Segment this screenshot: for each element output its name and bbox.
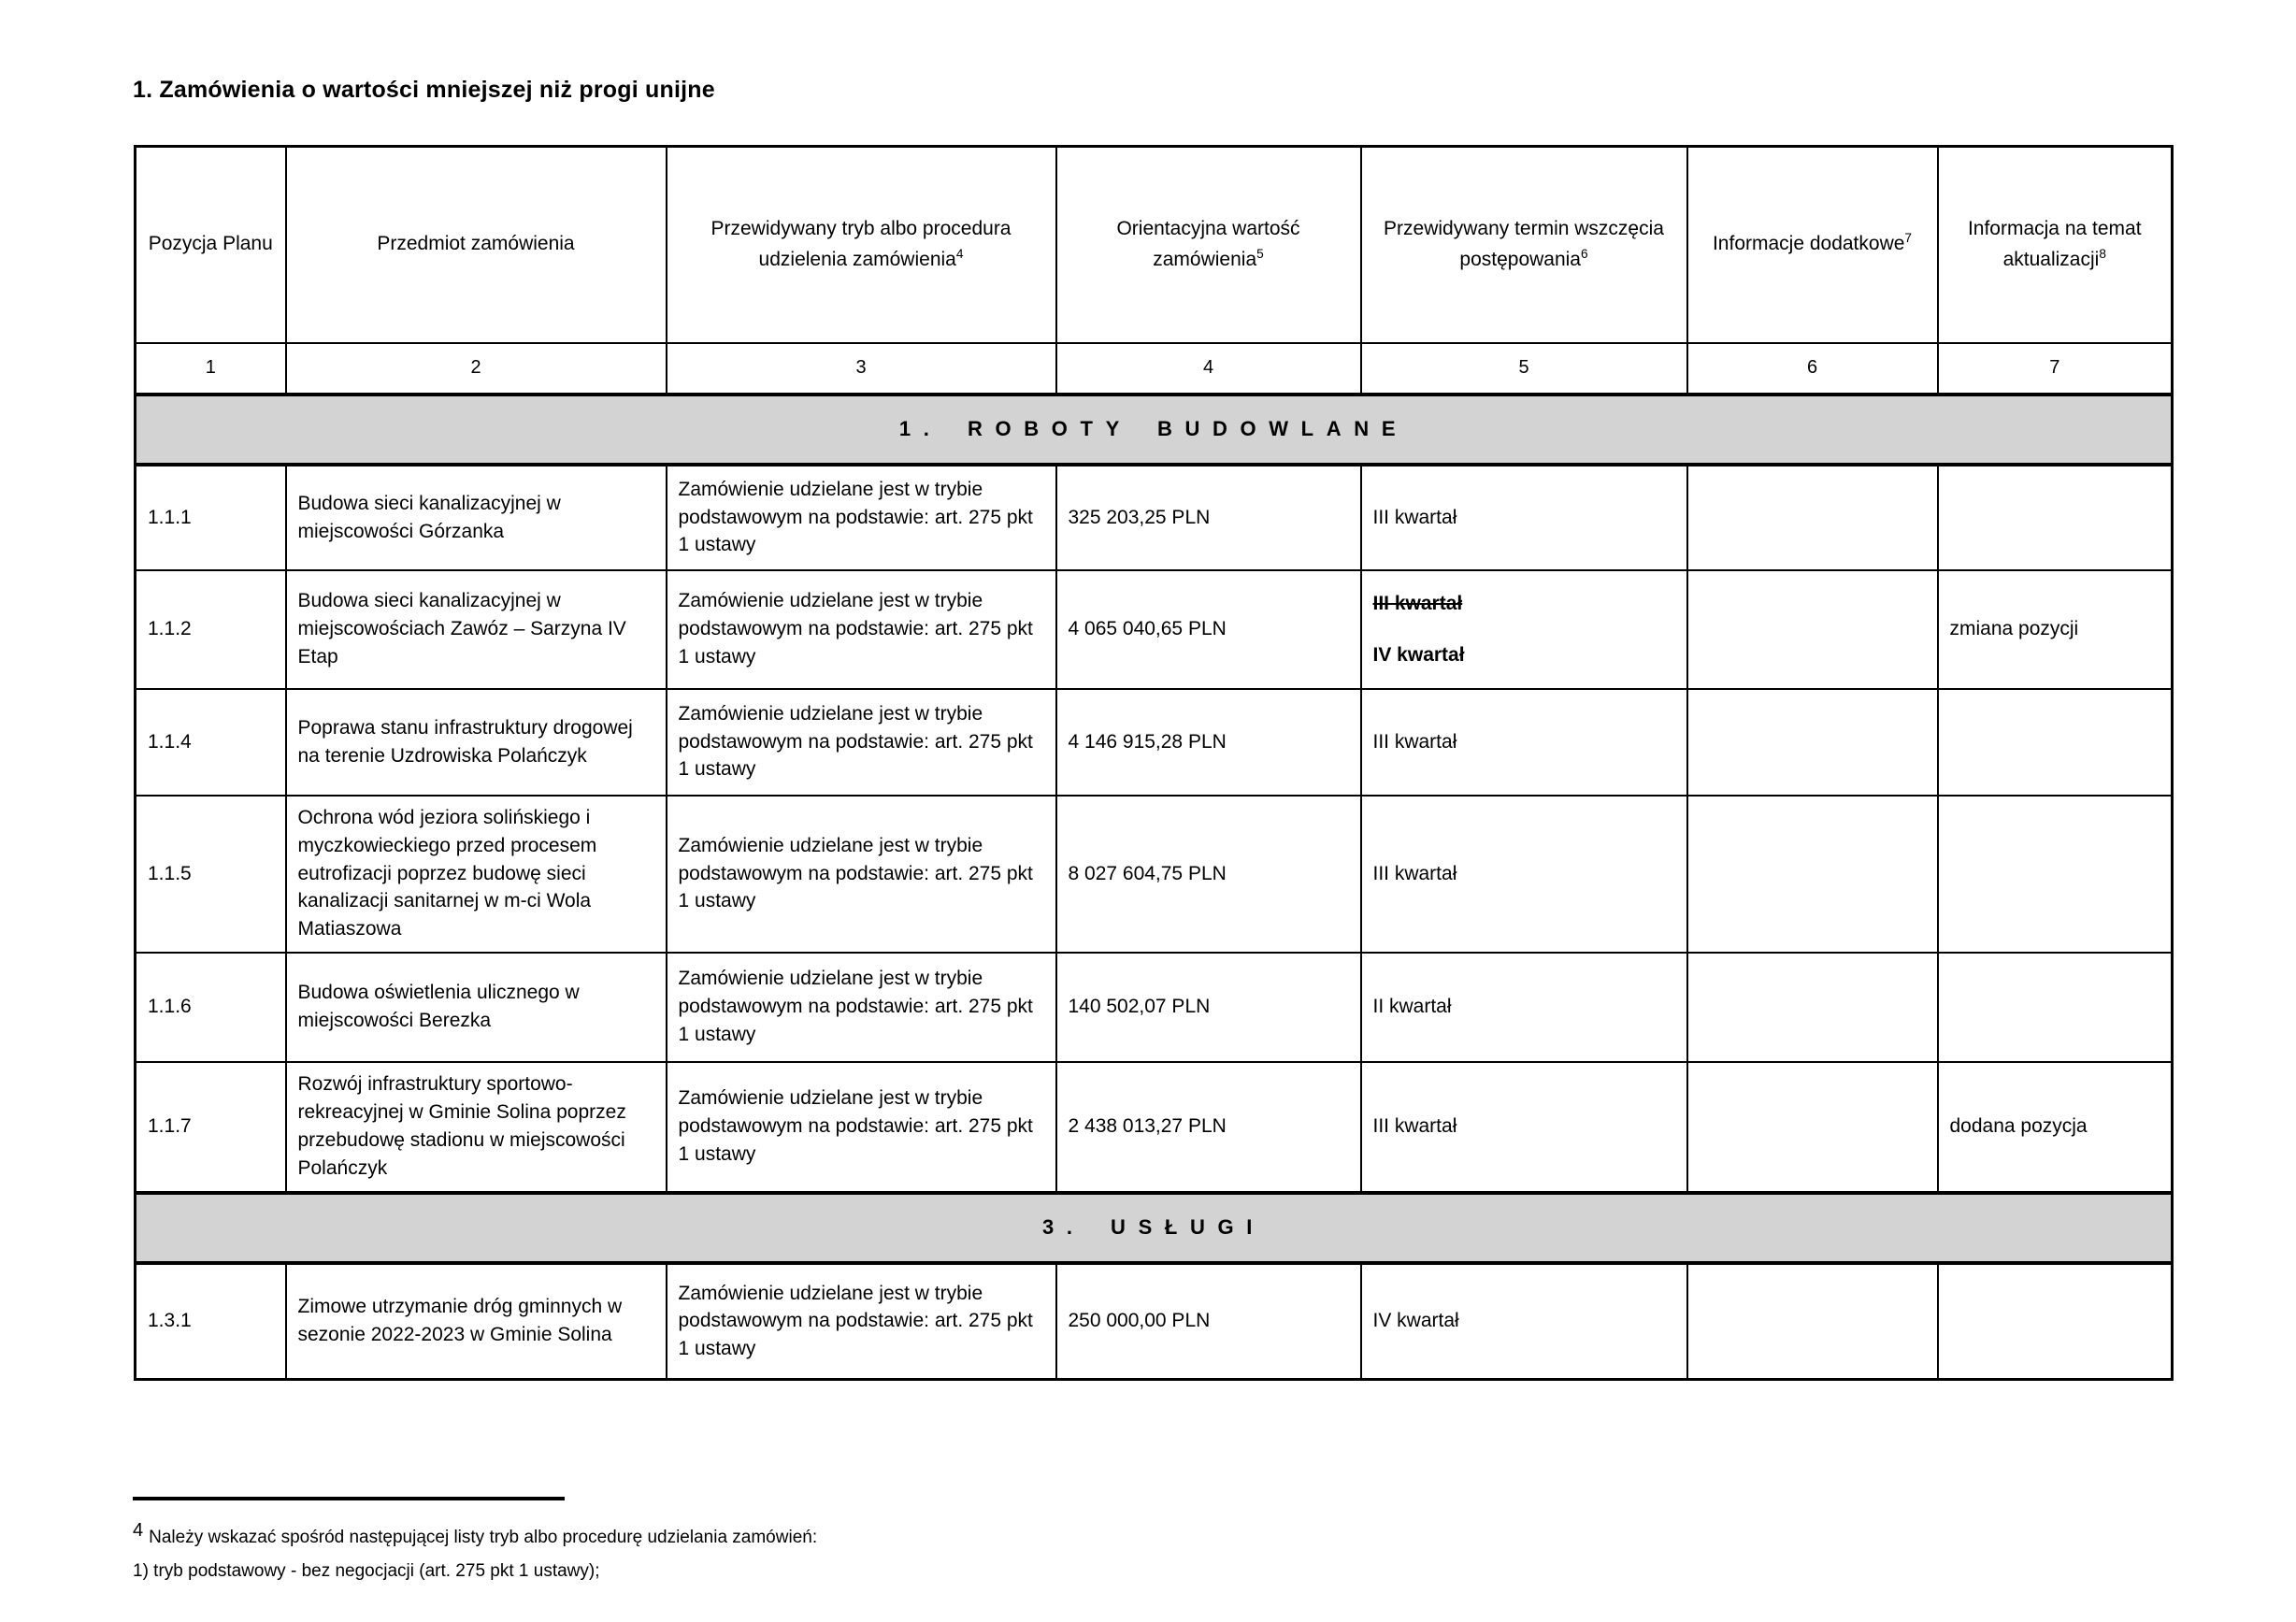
term-old-strikethrough: III kwartał — [1372, 592, 1463, 614]
table-row — [136, 570, 2173, 689]
cell-position: 1.1.1 — [136, 465, 286, 570]
cell-position: 1.1.4 — [136, 689, 286, 796]
column-number: 3 — [667, 343, 1056, 395]
cell-update-info — [1938, 796, 2173, 953]
column-number: 1 — [136, 343, 286, 395]
column-header-pozycja-planu: Pozycja Planu — [136, 147, 286, 343]
cell-additional-info — [1687, 570, 1938, 689]
section-header-uslugi — [136, 1193, 2173, 1263]
section-header-label: 1. ROBOTY BUDOWLANE — [136, 395, 2173, 465]
cell-update-info — [1938, 465, 2173, 570]
column-header-wartosc: Orientacyjna wartość zamówienia$^5$ — [1056, 147, 1361, 343]
column-header-informacje-dodatkowe: Informacje dodatkowe$^7$ — [1687, 147, 1938, 343]
cell-value: 2 438 013,27 PLN — [1056, 1062, 1361, 1193]
cell-subject: Budowa sieci kanalizacyjnej w miejscowościach Zawóz – Sarzyna IV Etap — [286, 570, 667, 689]
cell-additional-info — [1687, 1062, 1938, 1193]
cell-subject: Budowa sieci kanalizacyjnej w miejscowości Górzanka — [286, 465, 667, 570]
cell-value: 4 065 040,65 PLN — [1056, 570, 1361, 689]
footnote-ref-5: 5 — [1256, 246, 1264, 261]
cell-term: II kwartał — [1361, 953, 1687, 1062]
cell-term: IV kwartał — [1361, 1263, 1687, 1380]
column-number: 2 — [286, 343, 667, 395]
table-row — [136, 1263, 2173, 1380]
column-header-tryb: Przewidywany tryb albo procedura udzielenia zamówienia$^4$ — [667, 147, 1056, 343]
cell-term: III kwartał — [1361, 796, 1687, 953]
cell-subject: Rozwój infrastruktury sportowo-rekreacyjnej w Gminie Solina poprzez przebudowę stadionu w miejscowości Polańczyk — [286, 1062, 667, 1193]
cell-procedure: Zamówienie udzielane jest w trybie podstawowym na podstawie: art. 275 pkt 1 ustawy — [667, 796, 1056, 953]
cell-procedure: Zamówienie udzielane jest w trybie podstawowym na podstawie: art. 275 pkt 1 ustawy — [667, 1062, 1056, 1193]
footnote-ref-6: 6 — [1581, 246, 1588, 261]
cell-value: 140 502,07 PLN — [1056, 953, 1361, 1062]
table-row — [136, 465, 2173, 570]
section-header-label: 3. USŁUGI — [136, 1193, 2173, 1263]
cell-subject: Poprawa stanu infrastruktury drogowej na terenie Uzdrowiska Polańczyk — [286, 689, 667, 796]
cell-position: 1.1.6 — [136, 953, 286, 1062]
cell-additional-info — [1687, 953, 1938, 1062]
cell-position: 1.1.5 — [136, 796, 286, 953]
cell-position: 1.1.7 — [136, 1062, 286, 1193]
cell-subject: Zimowe utrzymanie dróg gminnych w sezonie 2022-2023 w Gminie Solina — [286, 1263, 667, 1380]
column-number: 4 — [1056, 343, 1361, 395]
cell-value: 250 000,00 PLN — [1056, 1263, 1361, 1380]
cell-additional-info — [1687, 689, 1938, 796]
cell-update-info — [1938, 953, 2173, 1062]
section-header-roboty-budowlane — [136, 395, 2173, 465]
table-row — [136, 1062, 2173, 1193]
cell-value: 4 146 915,28 PLN — [1056, 689, 1361, 796]
footnote-ref-7: 7 — [1904, 231, 1913, 246]
table-row — [136, 689, 2173, 796]
footnote — [133, 1513, 817, 1588]
column-number: 5 — [1361, 343, 1687, 395]
cell-term: III kwartał — [1361, 689, 1687, 796]
column-header-przedmiot: Przedmiot zamówienia — [286, 147, 667, 343]
cell-additional-info — [1687, 796, 1938, 953]
cell-update-info — [1938, 1263, 2173, 1380]
cell-procedure: Zamówienie udzielane jest w trybie podstawowym na podstawie: art. 275 pkt 1 ustawy — [667, 953, 1056, 1062]
footnote-ref-8: 8 — [2099, 246, 2106, 261]
cell-procedure: Zamówienie udzielane jest w trybie podstawowym na podstawie: art. 275 pkt 1 ustawy — [667, 570, 1056, 689]
column-header-termin: Przewidywany termin wszczęcia postępowania$^6$ — [1361, 147, 1687, 343]
cell-value: 325 203,25 PLN — [1056, 465, 1361, 570]
cell-update-info: zmiana pozycji — [1938, 570, 2173, 689]
cell-procedure: Zamówienie udzielane jest w trybie podstawowym na podstawie: art. 275 pkt 1 ustawy — [667, 689, 1056, 796]
cell-position: 1.1.2 — [136, 570, 286, 689]
footnote-ref-4: 4 — [955, 246, 964, 261]
cell-term — [1361, 570, 1687, 689]
footnote-divider — [133, 1497, 565, 1500]
header-row — [136, 147, 2173, 343]
footnote-line-2: 1) tryb podstawowy - bez negocjacji (art. 275 pkt 1 ustawy); — [133, 1561, 600, 1582]
term-gap — [1373, 617, 1675, 641]
cell-update-info — [1938, 689, 2173, 796]
cell-position: 1.3.1 — [136, 1263, 286, 1380]
footnote-line-1: 4 Należy wskazać spośród następującej listy tryb albo procedurę udzielania zamówień: — [133, 1520, 818, 1547]
term-new: IV kwartał — [1372, 644, 1465, 666]
cell-term: III kwartał — [1361, 465, 1687, 570]
cell-additional-info — [1687, 465, 1938, 570]
cell-subject: Ochrona wód jeziora solińskiego i myczkowieckiego przed procesem eutrofizacji poprzez budowę sieci kanalizacji sanitarnej w m-ci Wola Matiaszowa — [286, 796, 667, 953]
table-row — [136, 953, 2173, 1062]
procurement-plan-table — [134, 145, 2174, 1381]
page-title: 1. Zamówienia o wartości mniejszej niż progi unijne — [133, 77, 715, 103]
column-header-aktualizacja: Informacja na temat aktualizacji$^8$ — [1938, 147, 2173, 343]
column-number: 6 — [1687, 343, 1938, 395]
cell-value: 8 027 604,75 PLN — [1056, 796, 1361, 953]
column-number: 7 — [1938, 343, 2173, 395]
footnote-number: 4 — [133, 1520, 144, 1541]
column-numbers-row — [136, 343, 2173, 395]
table-row — [136, 796, 2173, 953]
cell-subject: Budowa oświetlenia ulicznego w miejscowości Berezka — [286, 953, 667, 1062]
cell-procedure: Zamówienie udzielane jest w trybie podstawowym na podstawie: art. 275 pkt 1 ustawy — [667, 1263, 1056, 1380]
cell-update-info: dodana pozycja — [1938, 1062, 2173, 1193]
cell-procedure: Zamówienie udzielane jest w trybie podstawowym na podstawie: art. 275 pkt 1 ustawy — [667, 465, 1056, 570]
cell-additional-info — [1687, 1263, 1938, 1380]
cell-term: III kwartał — [1361, 1062, 1687, 1193]
